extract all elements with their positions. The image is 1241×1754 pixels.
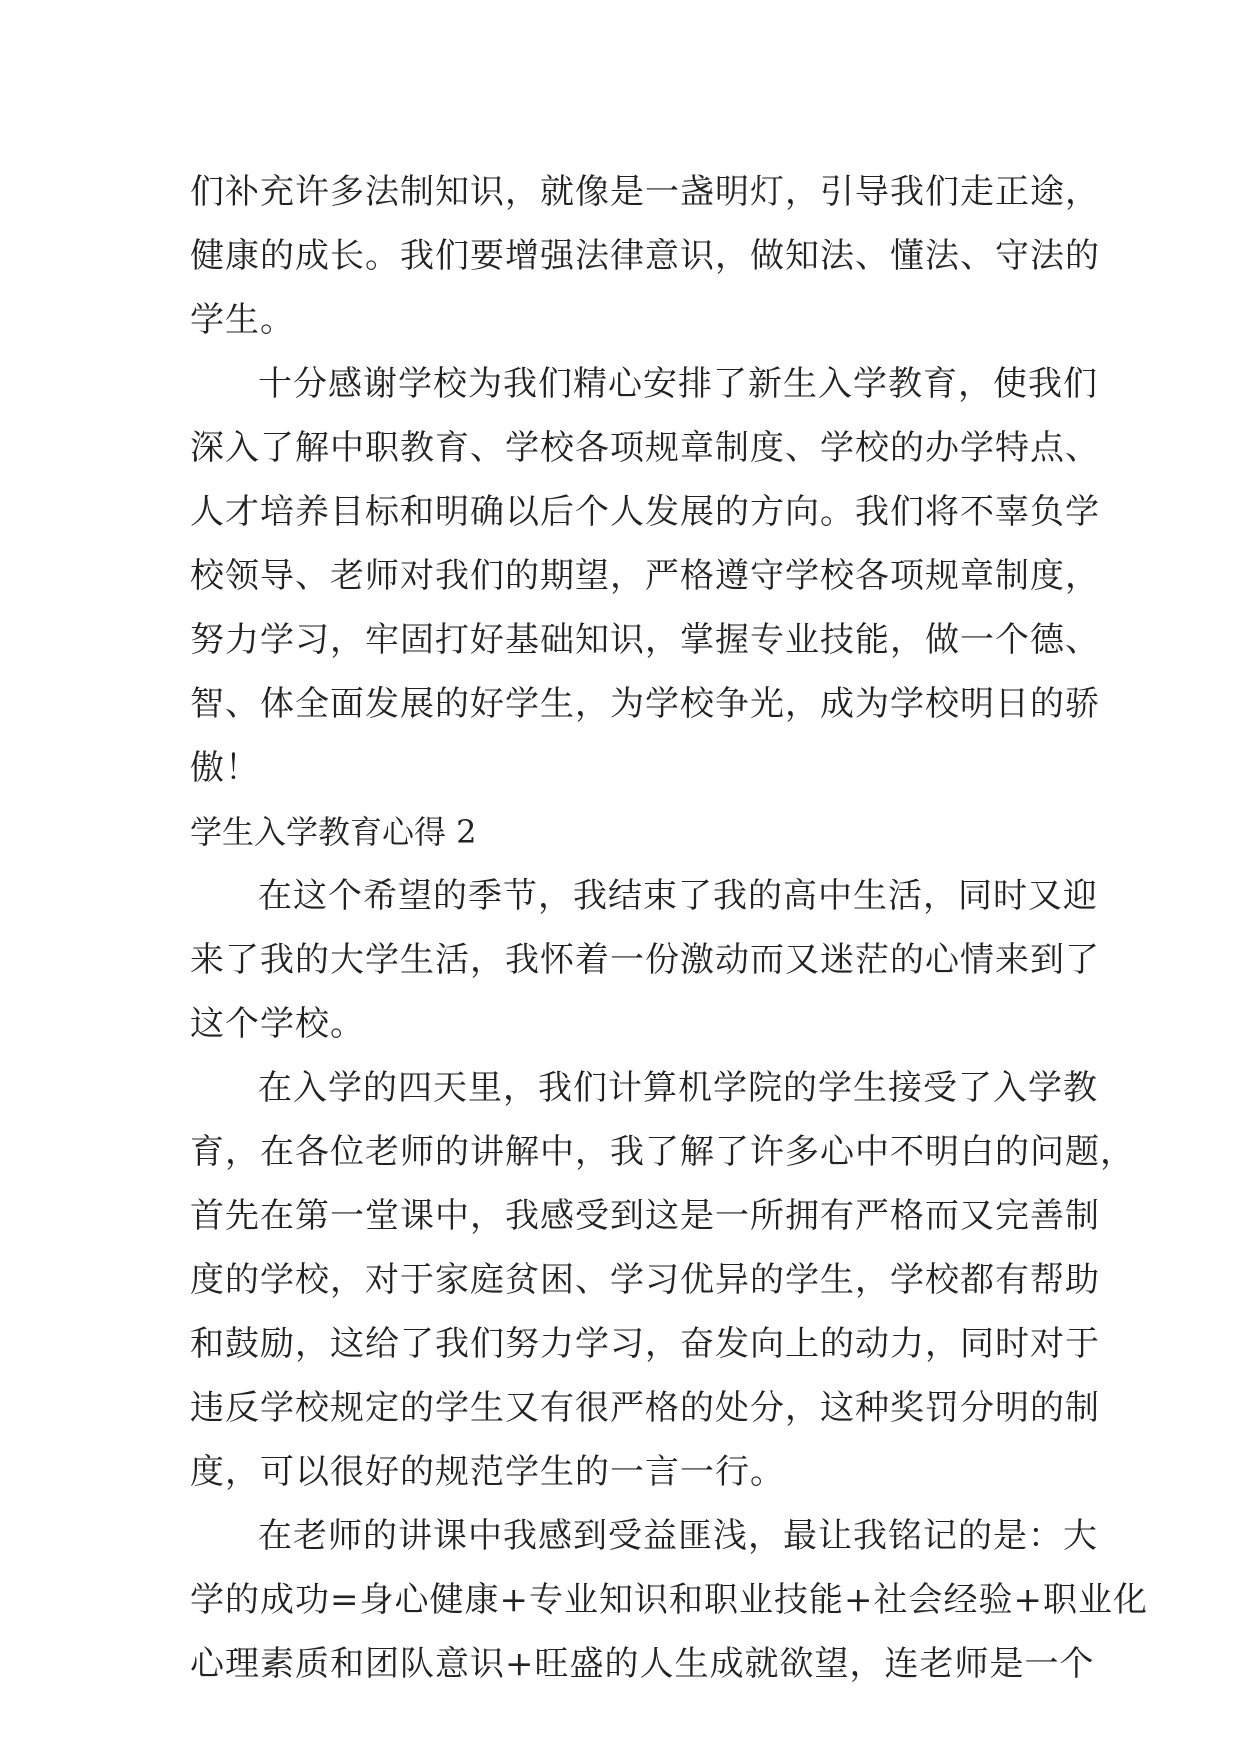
paragraph-line: 度，可以很好的规范学生的一言一行。 — [190, 1452, 785, 1492]
paragraph-line: 人才培养目标和明确以后个人发展的方向。我们将不辜负学 — [190, 492, 1100, 532]
paragraph-line: 首先在第一堂课中，我感受到这是一所拥有严格而又完善制 — [190, 1196, 1100, 1236]
paragraph-line: 在入学的四天里，我们计算机学院的学生接受了入学教 — [258, 1068, 1098, 1108]
paragraph-line: 智、体全面发展的好学生，为学校争光，成为学校明日的骄 — [190, 684, 1100, 724]
paragraph-line: 学生。 — [190, 300, 295, 340]
paragraph-line: 在这个希望的季节，我结束了我的高中生活，同时又迎 — [258, 876, 1098, 916]
paragraph-line: 心理素质和团队意识+旺盛的人生成就欲望，连老师是一个 — [190, 1644, 1095, 1684]
paragraph-line: 健康的成长。我们要增强法律意识，做知法、懂法、守法的 — [190, 236, 1100, 276]
paragraph-line: 傲！ — [190, 748, 260, 788]
paragraph-line: 违反学校规定的学生又有很严格的处分，这种奖罚分明的制 — [190, 1388, 1100, 1428]
section-heading: 学生入学教育心得 2 — [190, 813, 477, 851]
paragraph-line: 十分感谢学校为我们精心安排了新生入学教育，使我们 — [258, 364, 1098, 404]
paragraph-line: 们补充许多法制知识，就像是一盏明灯，引导我们走正途， — [190, 172, 1100, 212]
paragraph-line: 来了我的大学生活，我怀着一份激动而又迷茫的心情来到了 — [190, 940, 1100, 980]
paragraph-line: 校领导、老师对我们的期望，严格遵守学校各项规章制度， — [190, 556, 1100, 596]
paragraph-line: 和鼓励，这给了我们努力学习，奋发向上的动力，同时对于 — [190, 1324, 1100, 1364]
document-body — [190, 160, 1148, 1696]
paragraph-line: 学的成功=身心健康+专业知识和职业技能+社会经验+职业化 — [190, 1580, 1148, 1620]
paragraph-line: 在老师的讲课中我感到受益匪浅，最让我铭记的是：大 — [258, 1516, 1098, 1556]
paragraph-line: 度的学校，对于家庭贫困、学习优异的学生，学校都有帮助 — [190, 1260, 1100, 1300]
paragraph-line: 深入了解中职教育、学校各项规章制度、学校的办学特点、 — [190, 428, 1100, 468]
paragraph-line: 努力学习，牢固打好基础知识，掌握专业技能，做一个德、 — [190, 620, 1100, 660]
paragraph-line: 这个学校。 — [190, 1004, 365, 1044]
paragraph-line: 育，在各位老师的讲解中，我了解了许多心中不明白的问题， — [190, 1132, 1135, 1172]
